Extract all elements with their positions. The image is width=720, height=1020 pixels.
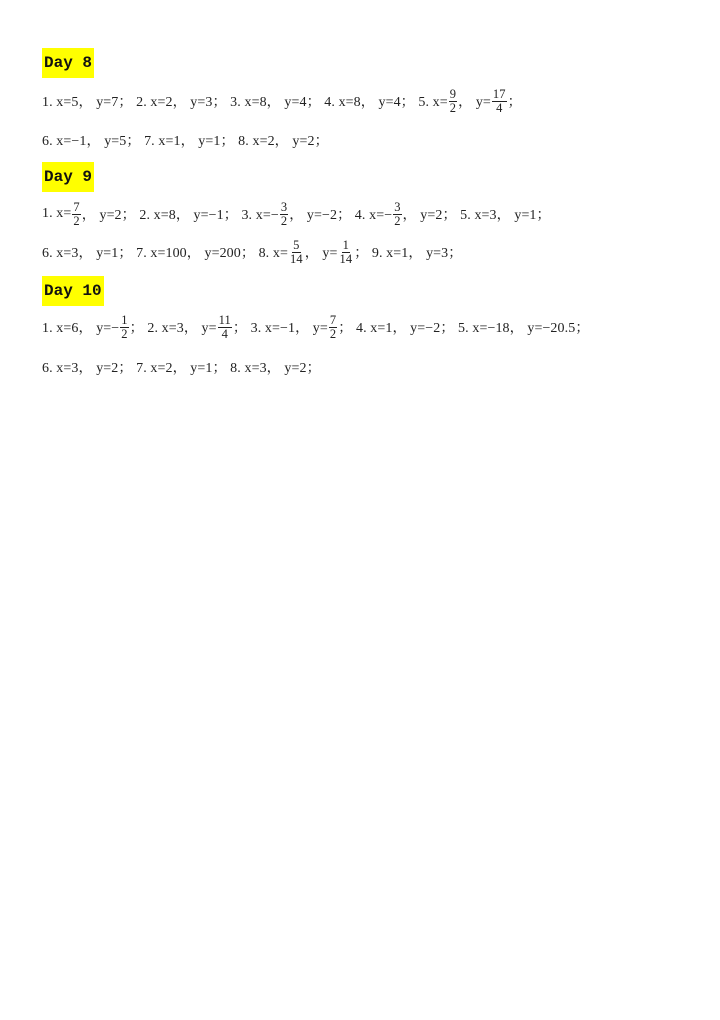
fraction-denominator: 14 xyxy=(339,251,353,266)
answer-text: ， y=−2； 4. x=− xyxy=(289,208,393,223)
fraction-numerator: 1 xyxy=(342,237,350,252)
fraction xyxy=(289,239,304,266)
fraction-numerator: 1 xyxy=(121,312,128,327)
fraction-denominator: 4 xyxy=(496,100,503,115)
fraction xyxy=(449,88,457,115)
answer-text: 1. x= xyxy=(42,206,72,221)
fraction-denominator: 2 xyxy=(329,326,337,341)
fraction xyxy=(338,239,353,266)
fraction-numerator: 9 xyxy=(449,86,457,101)
fraction-denominator: 2 xyxy=(73,213,80,228)
fraction-denominator: 2 xyxy=(449,100,457,115)
fraction xyxy=(492,88,507,115)
fraction xyxy=(120,314,128,341)
fraction-numerator: 3 xyxy=(280,199,288,214)
answer-text: ； 3. x=−1， y= xyxy=(232,321,328,336)
fraction-numerator: 5 xyxy=(293,237,300,252)
fraction-numerator: 7 xyxy=(73,199,80,214)
answer-text: 6. x=−1， y=5； 7. x=1， y=1； 8. x=2， y=2； xyxy=(42,134,329,149)
fraction xyxy=(218,314,232,341)
fraction-denominator: 2 xyxy=(280,213,288,228)
answer-text: ， y= xyxy=(304,246,338,261)
day-10-line-2 xyxy=(42,352,321,382)
day-9-line-1 xyxy=(42,199,551,229)
fraction-numerator: 17 xyxy=(492,86,506,101)
fraction xyxy=(329,314,337,341)
answer-text: 6. x=3， y=1； 7. x=100， y=200； 8. x= xyxy=(42,246,288,261)
day-9-header: Day 9 xyxy=(42,162,94,192)
day-8-line-2 xyxy=(42,125,329,155)
answer-text: ； xyxy=(507,95,522,110)
answer-text: ； 2. x=3， y= xyxy=(129,321,217,336)
fraction-numerator: 7 xyxy=(329,312,337,327)
answer-text: ， y=2； 5. x=3， y=1； xyxy=(402,208,551,223)
answer-text: ， y=2； 2. x=8， y=−1； 3. x=− xyxy=(81,208,279,223)
fraction xyxy=(280,201,288,228)
answer-text: 1. x=5， y=7； 2. x=2， y=3； 3. x=8， y=4； 4. x=8， y=4； 5. x= xyxy=(42,95,448,110)
fraction-numerator: 3 xyxy=(394,199,401,214)
answer-text: 6. x=3， y=2； 7. x=2， y=1； 8. x=3， y=2； xyxy=(42,361,321,376)
fraction-denominator: 2 xyxy=(394,213,401,228)
day-8-line-1 xyxy=(42,86,522,116)
day-9-line-2 xyxy=(42,237,462,267)
fraction-denominator: 2 xyxy=(121,326,128,341)
answer-text: 1. x=6， y=− xyxy=(42,321,120,336)
day-10-header: Day 10 xyxy=(42,276,104,306)
answer-text: ； 9. x=1， y=3； xyxy=(354,246,463,261)
day-10-line-1 xyxy=(42,312,589,342)
fraction-denominator: 14 xyxy=(289,251,303,266)
fraction xyxy=(393,201,401,228)
answer-text: ； 4. x=1， y=−2； 5. x=−18， y=−20.5； xyxy=(338,321,590,336)
day-8-header: Day 8 xyxy=(42,48,94,78)
answer-text: ， y= xyxy=(458,95,491,110)
fraction-numerator: 11 xyxy=(218,312,231,327)
fraction-denominator: 4 xyxy=(221,326,228,341)
fraction xyxy=(72,201,80,228)
